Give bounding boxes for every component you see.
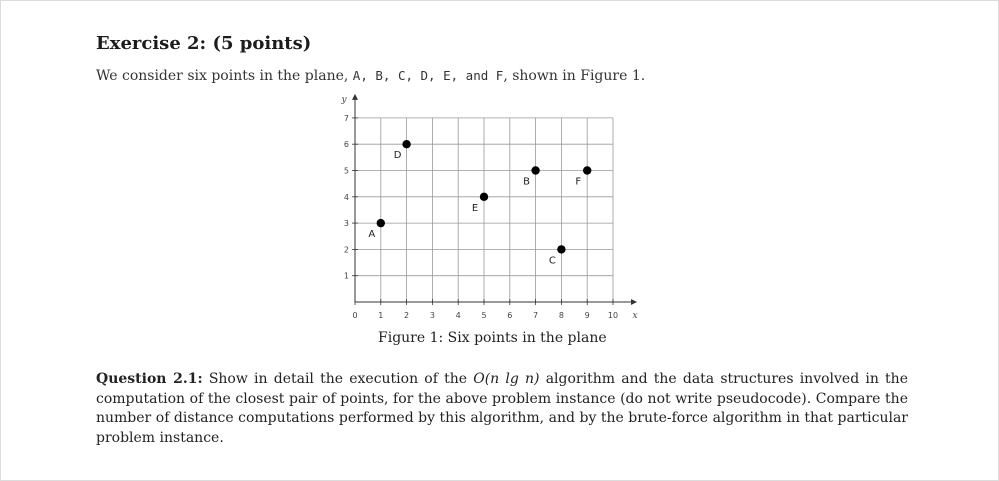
y-tick-label: 4 [343, 192, 349, 202]
y-tick-label: 3 [343, 219, 349, 229]
x-tick-label: 3 [429, 311, 435, 320]
intro-text-before: We consider six points in the plane, [96, 68, 353, 84]
x-tick-label: 7 [533, 311, 539, 320]
data-point-a [377, 219, 385, 227]
y-tick-label: 2 [343, 245, 349, 255]
exercise-title: Exercise 2: (5 points) [96, 33, 312, 54]
x-tick-label: 8 [558, 311, 564, 320]
y-tick-label: 1 [343, 271, 349, 281]
x-tick-label: 9 [584, 311, 590, 320]
y-tick-label: 6 [343, 140, 349, 150]
y-tick-label: 5 [343, 166, 349, 176]
y-tick-label: 7 [343, 113, 349, 123]
point-label-e: E [471, 202, 479, 214]
question-label: Question 2.1: [96, 371, 203, 387]
data-point-d [402, 140, 410, 148]
figure-caption: Figure 1: Six points in the plane [378, 330, 607, 346]
x-tick-label: 5 [481, 311, 487, 320]
question-text-after: algorithm and the data structures involved in the computation of the closest pair of points, for the above problem instance (do not write pseudocode). Compare the number of distance computations performed by this algorithm, and by the brute-force algorithm in that particular problem instance. [96, 371, 908, 446]
y-axis-label: y [341, 94, 347, 105]
x-axis-label: x [632, 311, 638, 321]
x-axis-arrow [631, 299, 637, 305]
point-label-c: C [548, 255, 556, 267]
y-axis-arrow [352, 94, 358, 100]
x-tick-label: 10 [607, 311, 619, 320]
point-label-a: A [368, 229, 376, 241]
question-text-before: Show in detail the execution of the [202, 371, 474, 387]
x-tick-label: 1 [378, 311, 384, 320]
x-tick-label: 4 [455, 311, 461, 320]
x-tick-label: 0 [352, 311, 358, 320]
point-label-f: F [575, 176, 582, 188]
data-point-b [531, 166, 539, 174]
intro-point-names: A, B, C, D, E, and F [352, 68, 504, 83]
data-point-f [583, 166, 591, 174]
x-tick-label: 6 [507, 311, 513, 320]
x-tick-label: 2 [404, 311, 410, 320]
complexity-notation: O(n lg n) [473, 371, 540, 387]
data-point-c [557, 245, 565, 253]
scatter-plot [330, 82, 660, 327]
data-point-e [480, 193, 488, 201]
intro-text-after: , shown in Figure 1. [503, 68, 646, 84]
point-label-b: B [523, 176, 531, 188]
question-2-1 [96, 370, 908, 448]
point-label-d: D [393, 150, 402, 162]
